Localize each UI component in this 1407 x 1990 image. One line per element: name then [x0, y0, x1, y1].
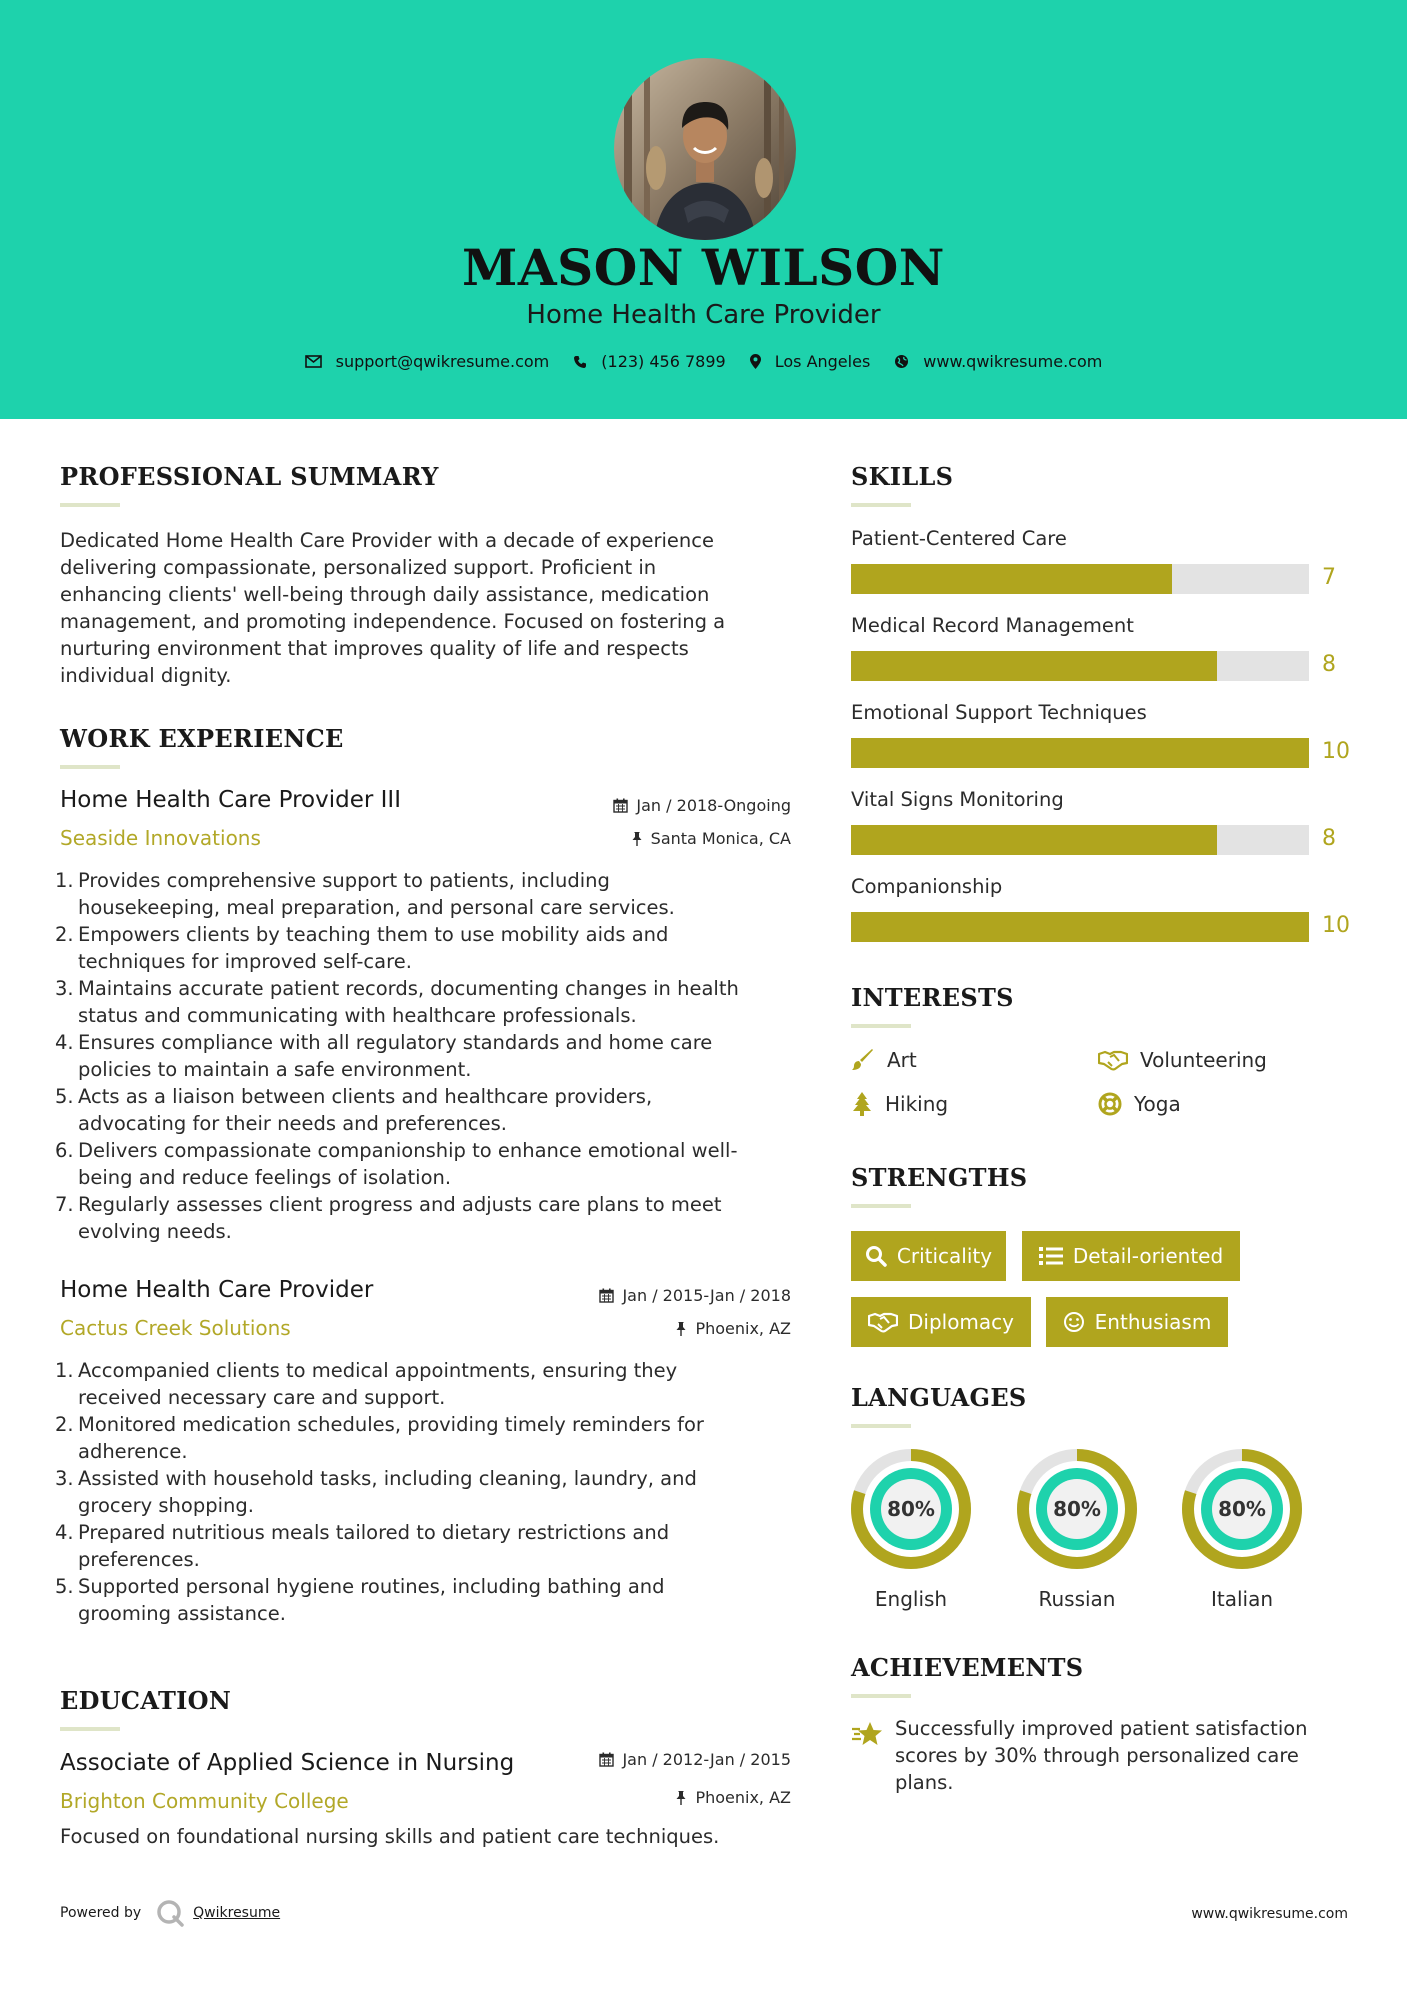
email-text: support@qwikresume.com: [335, 352, 550, 371]
skill-bar-track: [851, 651, 1309, 681]
interests-heading: INTERESTS: [851, 983, 1014, 1012]
strengths-underline: [851, 1204, 911, 1208]
skill-label: Companionship: [851, 875, 1003, 898]
list-number: 5.: [55, 1085, 74, 1108]
skill-bar-fill: [851, 564, 1172, 594]
experience-underline: [60, 765, 120, 769]
list-number: 2.: [55, 923, 74, 946]
list-line: Provides comprehensive support to patients, including: [78, 869, 610, 892]
footer-website[interactable]: www.qwikresume.com: [1191, 1906, 1348, 1922]
list-number: 4.: [55, 1521, 74, 1544]
list-item: [55, 1357, 805, 1411]
list-line: Prepared nutritious meals tailored to dietary restrictions and: [78, 1521, 670, 1544]
star-icon: [851, 1720, 883, 1748]
list-line: Empowers clients by teaching them to use mobility aids and: [78, 923, 669, 946]
job-title: Home Health Care Provider III: [60, 787, 401, 813]
language-item: [849, 1447, 973, 1611]
job-location: [675, 1319, 791, 1338]
list-line: adherence.: [78, 1440, 188, 1463]
list-number: 2.: [55, 1413, 74, 1436]
skill-bar-fill: [851, 912, 1309, 942]
smile-icon: [1063, 1311, 1085, 1333]
skill-label: Emotional Support Techniques: [851, 701, 1147, 724]
list-line: Maintains accurate patient records, documenting changes in health: [78, 977, 739, 1000]
interest-label: Hiking: [885, 1092, 949, 1116]
list-line: received necessary care and support.: [78, 1386, 446, 1409]
tree-icon: [851, 1092, 873, 1116]
education-location: [675, 1788, 791, 1807]
list-line: Supported personal hygiene routines, including bathing and: [78, 1575, 665, 1598]
achievement-line: scores by 30% through personalized care: [895, 1744, 1299, 1767]
list-item: [55, 1411, 805, 1465]
list-line: status and communicating with healthcare professionals.: [78, 1004, 637, 1027]
interest-item: [851, 1092, 948, 1116]
skill-value: 8: [1322, 652, 1336, 677]
pushpin-icon: [675, 1790, 687, 1805]
list-line: housekeeping, meal preparation, and personal care services.: [78, 896, 675, 919]
list-item: [55, 1029, 805, 1083]
job-dates-text: Jan / 2018-Ongoing: [636, 796, 791, 815]
strength-tag: [1046, 1297, 1228, 1347]
skill-value: 7: [1322, 565, 1336, 590]
list-line: policies to maintain a safe environment.: [78, 1058, 472, 1081]
skills-underline: [851, 503, 911, 507]
language-percent: 80%: [887, 1497, 935, 1521]
interest-label: Yoga: [1134, 1092, 1181, 1116]
strength-tag: [1022, 1231, 1240, 1281]
strength-tag: [851, 1231, 1006, 1281]
contact-website[interactable]: [894, 352, 1102, 371]
list-line: preferences.: [78, 1548, 200, 1571]
list-line: Regularly assesses client progress and adjusts care plans to meet: [78, 1193, 722, 1216]
list-line: techniques for improved self-care.: [78, 950, 412, 973]
list-item: [55, 975, 805, 1029]
list-number: 5.: [55, 1575, 74, 1598]
handshake-icon: [868, 1311, 898, 1333]
list-item: [55, 1191, 805, 1245]
education-dates: [599, 1750, 791, 1769]
job-dates: [599, 1286, 791, 1305]
language-name: Italian: [1210, 1587, 1274, 1611]
globe-icon: [894, 354, 909, 369]
achievements-underline: [851, 1694, 911, 1698]
achievement-line: plans.: [895, 1771, 954, 1794]
strength-label: Criticality: [896, 1244, 993, 1268]
education-dates-text: Jan / 2012-Jan / 2015: [622, 1750, 791, 1769]
candidate-role: Home Health Care Provider: [526, 300, 881, 330]
achievements-heading: ACHIEVEMENTS: [851, 1653, 1084, 1682]
list-icon: [1039, 1246, 1063, 1266]
pushpin-icon: [675, 1321, 687, 1336]
list-number: 3.: [55, 977, 74, 1000]
contact-bar: [0, 352, 1407, 371]
list-line: Acts as a liaison between clients and healthcare providers,: [78, 1085, 653, 1108]
envelope-icon: [305, 355, 322, 368]
summary-line: enhancing clients' well-being through daily assistance, medication: [60, 583, 710, 606]
summary-line: management, and promoting independence. Focused on fostering a: [60, 610, 726, 633]
strength-label: Diplomacy: [907, 1310, 1014, 1334]
job-company: Cactus Creek Solutions: [60, 1316, 291, 1340]
list-number: 7.: [55, 1193, 74, 1216]
search-icon: [865, 1245, 887, 1267]
pushpin-icon: [631, 831, 643, 846]
footer-powered: [60, 1898, 280, 1928]
handshake-icon: [1098, 1049, 1128, 1071]
interest-item: [851, 1048, 917, 1072]
skill-bar-track: [851, 825, 1309, 855]
skill-bar-fill: [851, 825, 1217, 855]
skill-bar-fill: [851, 651, 1217, 681]
list-number: 3.: [55, 1467, 74, 1490]
lifebuoy-icon: [1098, 1092, 1122, 1116]
job-dates: [613, 796, 791, 815]
phone-icon: [573, 355, 587, 369]
language-percent: 80%: [1218, 1497, 1266, 1521]
list-line: Accompanied clients to medical appointments, ensuring they: [78, 1359, 678, 1382]
list-line: grocery shopping.: [78, 1494, 254, 1517]
strength-label: Detail-oriented: [1072, 1244, 1224, 1268]
language-donut: [1180, 1447, 1304, 1571]
skill-bar-fill: [851, 738, 1309, 768]
strength-tag: [851, 1297, 1031, 1347]
skill-value: 10: [1322, 913, 1350, 938]
interests-underline: [851, 1024, 911, 1028]
interest-label: Volunteering: [1140, 1048, 1267, 1072]
language-name: English: [874, 1587, 948, 1611]
strengths-heading: STRENGTHS: [851, 1163, 1028, 1192]
list-item: [55, 1137, 805, 1191]
interest-item: [1098, 1092, 1181, 1116]
list-line: Assisted with household tasks, including cleaning, laundry, and: [78, 1467, 697, 1490]
skill-bar-track: [851, 564, 1309, 594]
language-percent: 80%: [1053, 1497, 1101, 1521]
summary-heading: PROFESSIONAL SUMMARY: [60, 462, 439, 491]
candidate-name: MASON WILSON: [462, 238, 945, 297]
resume-header: [0, 0, 1407, 419]
language-item: [1015, 1447, 1139, 1611]
qwikresume-link[interactable]: Qwikresume: [193, 1905, 281, 1921]
education-description: Focused on foundational nursing skills and patient care techniques.: [60, 1825, 720, 1848]
summary-line: delivering compassionate, personalized support. Proficient in: [60, 556, 657, 579]
language-item: [1180, 1447, 1304, 1611]
skill-label: Patient-Centered Care: [851, 527, 1067, 550]
list-number: 6.: [55, 1139, 74, 1162]
calendar-icon: [613, 798, 628, 813]
paintbrush-icon: [851, 1048, 875, 1072]
powered-by-text: Powered by: [60, 1905, 142, 1921]
contact-email[interactable]: [305, 352, 550, 371]
list-line: Monitored medication schedules, providing timely reminders for: [78, 1413, 704, 1436]
education-degree: Associate of Applied Science in Nursing: [60, 1750, 515, 1776]
skill-value: 8: [1322, 826, 1336, 851]
calendar-icon: [599, 1752, 614, 1767]
calendar-icon: [599, 1288, 614, 1303]
skill-bar-track: [851, 912, 1309, 942]
website-text: www.qwikresume.com: [923, 352, 1103, 371]
skill-label: Vital Signs Monitoring: [851, 788, 1064, 811]
list-line: Delivers compassionate companionship to enhance emotional well-: [78, 1139, 738, 1162]
phone-text: (123) 456 7899: [601, 352, 726, 371]
contact-phone[interactable]: [573, 352, 725, 371]
job-company: Seaside Innovations: [60, 826, 261, 850]
summary-text: [60, 527, 800, 689]
list-number: 4.: [55, 1031, 74, 1054]
languages-heading: LANGUAGES: [851, 1383, 1027, 1412]
interest-label: Art: [887, 1048, 917, 1072]
achievement-line: Successfully improved patient satisfaction: [895, 1717, 1308, 1740]
list-line: evolving needs.: [78, 1220, 232, 1243]
job-location: [631, 829, 791, 848]
job-location-text: Phoenix, AZ: [695, 1319, 791, 1338]
job-title: Home Health Care Provider: [60, 1277, 374, 1303]
list-line: Ensures compliance with all regulatory standards and home care: [78, 1031, 713, 1054]
list-line: grooming assistance.: [78, 1602, 286, 1625]
interest-item: [1098, 1048, 1267, 1072]
list-line: being and reduce feelings of isolation.: [78, 1166, 452, 1189]
job-duties: [55, 867, 805, 1245]
education-location-text: Phoenix, AZ: [695, 1788, 791, 1807]
avatar: [614, 58, 796, 240]
list-number: 1.: [55, 869, 74, 892]
summary-line: individual dignity.: [60, 664, 232, 687]
skill-value: 10: [1322, 739, 1350, 764]
list-item: [55, 1519, 805, 1573]
qwikresume-logo-icon: [155, 1898, 185, 1928]
job-dates-text: Jan / 2015-Jan / 2018: [622, 1286, 791, 1305]
achievement-text: [895, 1715, 1355, 1796]
list-item: [55, 921, 805, 975]
skill-label: Medical Record Management: [851, 614, 1134, 637]
language-donut: [1015, 1447, 1139, 1571]
contact-location: [750, 352, 871, 371]
strength-label: Enthusiasm: [1094, 1310, 1212, 1334]
list-item: [55, 867, 805, 921]
list-line: advocating for their needs and preferences.: [78, 1112, 507, 1135]
profile-photo: [614, 58, 796, 240]
language-name: Russian: [1038, 1587, 1116, 1611]
list-item: [55, 1465, 805, 1519]
list-item: [55, 1573, 805, 1627]
location-text: Los Angeles: [774, 352, 871, 371]
skill-bar-track: [851, 738, 1309, 768]
language-donut: [849, 1447, 973, 1571]
skills-heading: SKILLS: [851, 462, 954, 491]
education-underline: [60, 1727, 120, 1731]
summary-line: nurturing environment that improves quality of life and respects: [60, 637, 689, 660]
summary-underline: [60, 503, 120, 507]
job-duties: [55, 1357, 805, 1627]
education-heading: EDUCATION: [60, 1686, 232, 1715]
job-location-text: Santa Monica, CA: [650, 829, 791, 848]
summary-line: Dedicated Home Health Care Provider with a decade of experience: [60, 529, 714, 552]
education-school: Brighton Community College: [60, 1789, 349, 1813]
experience-heading: WORK EXPERIENCE: [60, 724, 344, 753]
list-number: 1.: [55, 1359, 74, 1382]
languages-underline: [851, 1424, 911, 1428]
map-marker-icon: [750, 354, 761, 369]
list-item: [55, 1083, 805, 1137]
